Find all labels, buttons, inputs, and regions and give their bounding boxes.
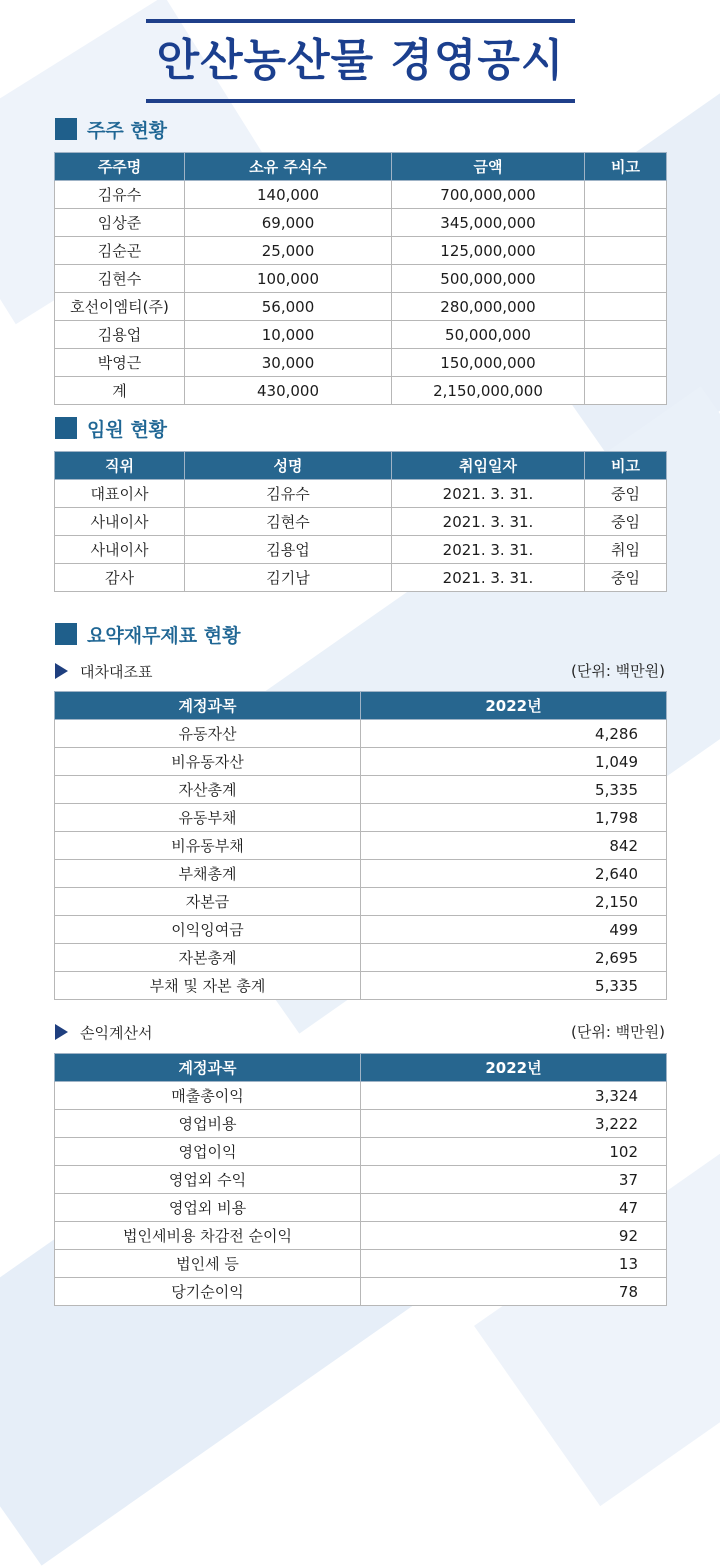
table-cell: [585, 181, 667, 209]
balance-sheet-table-body: [55, 720, 667, 1000]
column-header: 취임일자: [392, 452, 585, 480]
table-cell: 2021. 3. 31.: [392, 508, 585, 536]
table-cell: 10,000: [185, 321, 392, 349]
table-row: [55, 1194, 667, 1222]
column-header: 성명: [185, 452, 392, 480]
column-header: 소유 주식수: [185, 153, 392, 181]
column-header: 금액: [392, 153, 585, 181]
table-cell: 김용업: [55, 321, 185, 349]
table-header-row: [55, 452, 667, 480]
table-cell: [585, 265, 667, 293]
table-cell: 사내이사: [55, 536, 185, 564]
officers-table-body: [55, 480, 667, 592]
table-row: [55, 564, 667, 592]
table-row: [55, 349, 667, 377]
column-header: 2022년: [361, 692, 667, 720]
table-cell: 임상준: [55, 209, 185, 237]
table-cell: 영업이익: [55, 1138, 361, 1166]
table-cell: 5,335: [361, 776, 667, 804]
table-cell: 유동부채: [55, 804, 361, 832]
income-statement-table: [54, 1053, 667, 1306]
table-cell: 영업비용: [55, 1110, 361, 1138]
table-cell: 700,000,000: [392, 181, 585, 209]
table-cell: 김용업: [185, 536, 392, 564]
table-cell: 4,286: [361, 720, 667, 748]
table-cell: 영업외 비용: [55, 1194, 361, 1222]
column-header: 계정과목: [55, 692, 361, 720]
table-cell: 78: [361, 1278, 667, 1306]
table-cell: 이익잉여금: [55, 916, 361, 944]
table-row: [55, 860, 667, 888]
table-cell: 56,000: [185, 293, 392, 321]
page-header: [146, 19, 575, 103]
table-cell: 사내이사: [55, 508, 185, 536]
table-cell: [585, 349, 667, 377]
table-cell: 감사: [55, 564, 185, 592]
table-cell: 102: [361, 1138, 667, 1166]
title-bottom-rule: [146, 99, 575, 103]
table-cell: 13: [361, 1250, 667, 1278]
table-cell: 대표이사: [55, 480, 185, 508]
table-row: [55, 1110, 667, 1138]
table-cell: 중임: [585, 508, 667, 536]
table-row: [55, 1250, 667, 1278]
subheading-income-statement: [55, 1020, 152, 1044]
column-header: 비고: [585, 153, 667, 181]
table-cell: [585, 209, 667, 237]
table-cell: 김현수: [185, 508, 392, 536]
table-row: [55, 1082, 667, 1110]
table-cell: 1,049: [361, 748, 667, 776]
table-row: [55, 748, 667, 776]
table-cell: 25,000: [185, 237, 392, 265]
table-cell: [585, 321, 667, 349]
table-cell: 중임: [585, 564, 667, 592]
table-cell: 30,000: [185, 349, 392, 377]
table-cell: 430,000: [185, 377, 392, 405]
column-header: 직위: [55, 452, 185, 480]
table-row: [55, 916, 667, 944]
table-row: [55, 1166, 667, 1194]
table-row: [55, 237, 667, 265]
table-row: [55, 832, 667, 860]
section-heading-label: 임원 현황: [87, 418, 168, 441]
income-statement-table-body: [55, 1082, 667, 1306]
table-cell: 500,000,000: [392, 265, 585, 293]
triangle-bullet-icon: [55, 663, 68, 679]
table-cell: 비유동자산: [55, 748, 361, 776]
table-row: [55, 776, 667, 804]
table-cell: 김유수: [185, 480, 392, 508]
table-cell: 비유동부채: [55, 832, 361, 860]
section-square-icon: [55, 118, 77, 140]
table-cell: 50,000,000: [392, 321, 585, 349]
table-row: [55, 181, 667, 209]
column-header: 주주명: [55, 153, 185, 181]
table-cell: [585, 237, 667, 265]
table-cell: 김현수: [55, 265, 185, 293]
shareholders-table: [54, 152, 667, 405]
table-row: [55, 536, 667, 564]
table-row: [55, 1222, 667, 1250]
table-cell: 842: [361, 832, 667, 860]
table-cell: 140,000: [185, 181, 392, 209]
subheading-balance-sheet: [55, 659, 152, 683]
table-row: [55, 804, 667, 832]
table-cell: 김유수: [55, 181, 185, 209]
section-heading-officers: [55, 415, 167, 441]
table-cell: 69,000: [185, 209, 392, 237]
table-row: [55, 209, 667, 237]
table-cell: 5,335: [361, 972, 667, 1000]
section-heading-label: 주주 현황: [87, 119, 168, 142]
table-row: [55, 508, 667, 536]
table-cell: 499: [361, 916, 667, 944]
table-cell: 법인세 등: [55, 1250, 361, 1278]
table-row: [55, 480, 667, 508]
subheading-label: 손익계산서: [80, 1023, 153, 1042]
column-header: 비고: [585, 452, 667, 480]
table-row: [55, 1138, 667, 1166]
table-cell: 당기순이익: [55, 1278, 361, 1306]
table-cell: 부채 및 자본 총계: [55, 972, 361, 1000]
table-cell: 47: [361, 1194, 667, 1222]
table-cell: 150,000,000: [392, 349, 585, 377]
table-row: [55, 888, 667, 916]
table-cell: 2021. 3. 31.: [392, 536, 585, 564]
table-cell: 345,000,000: [392, 209, 585, 237]
table-cell: 2021. 3. 31.: [392, 480, 585, 508]
table-cell: 법인세비용 차감전 순이익: [55, 1222, 361, 1250]
subheading-label: 대차대조표: [80, 662, 153, 681]
triangle-bullet-icon: [55, 1024, 68, 1040]
table-row: [55, 293, 667, 321]
table-cell: 280,000,000: [392, 293, 585, 321]
table-cell: 영업외 수익: [55, 1166, 361, 1194]
table-cell: 92: [361, 1222, 667, 1250]
section-heading-shareholders: [55, 116, 167, 142]
table-row: [55, 944, 667, 972]
balance-sheet-table: [54, 691, 667, 1000]
table-cell: 100,000: [185, 265, 392, 293]
table-cell: 37: [361, 1166, 667, 1194]
table-cell: 박영근: [55, 349, 185, 377]
table-row: [55, 321, 667, 349]
table-header-row: [55, 1054, 667, 1082]
unit-label: (단위: 백만원): [571, 662, 665, 680]
table-cell: 3,324: [361, 1082, 667, 1110]
page-title: 안산농산물 경영공시: [156, 35, 565, 86]
shareholders-table-body: [55, 181, 667, 405]
table-cell: 김순곤: [55, 237, 185, 265]
unit-label: (단위: 백만원): [571, 1023, 665, 1041]
table-cell: 김기남: [185, 564, 392, 592]
table-row: [55, 1278, 667, 1306]
table-header-row: [55, 692, 667, 720]
table-cell: 2,150,000,000: [392, 377, 585, 405]
table-cell: [585, 293, 667, 321]
table-cell: 부채총계: [55, 860, 361, 888]
table-cell: 중임: [585, 480, 667, 508]
section-heading-label: 요약재무제표 현황: [87, 624, 241, 647]
table-cell: 자본총계: [55, 944, 361, 972]
table-cell: 유동자산: [55, 720, 361, 748]
section-square-icon: [55, 623, 77, 645]
table-header-row: [55, 153, 667, 181]
table-cell: 2,150: [361, 888, 667, 916]
table-row: [55, 972, 667, 1000]
table-cell: 1,798: [361, 804, 667, 832]
table-cell: 2021. 3. 31.: [392, 564, 585, 592]
section-heading-financial: [55, 621, 240, 647]
officers-table: [54, 451, 667, 592]
table-cell: 3,222: [361, 1110, 667, 1138]
section-square-icon: [55, 417, 77, 439]
table-cell: 2,640: [361, 860, 667, 888]
table-cell: 2,695: [361, 944, 667, 972]
table-row: [55, 377, 667, 405]
column-header: 2022년: [361, 1054, 667, 1082]
table-row: [55, 265, 667, 293]
table-cell: 자산총계: [55, 776, 361, 804]
table-cell: 자본금: [55, 888, 361, 916]
table-row: [55, 720, 667, 748]
table-cell: 호선이엠티(주): [55, 293, 185, 321]
table-cell: [585, 377, 667, 405]
column-header: 계정과목: [55, 1054, 361, 1082]
table-cell: 취임: [585, 536, 667, 564]
table-cell: 계: [55, 377, 185, 405]
table-cell: 125,000,000: [392, 237, 585, 265]
table-cell: 매출총이익: [55, 1082, 361, 1110]
